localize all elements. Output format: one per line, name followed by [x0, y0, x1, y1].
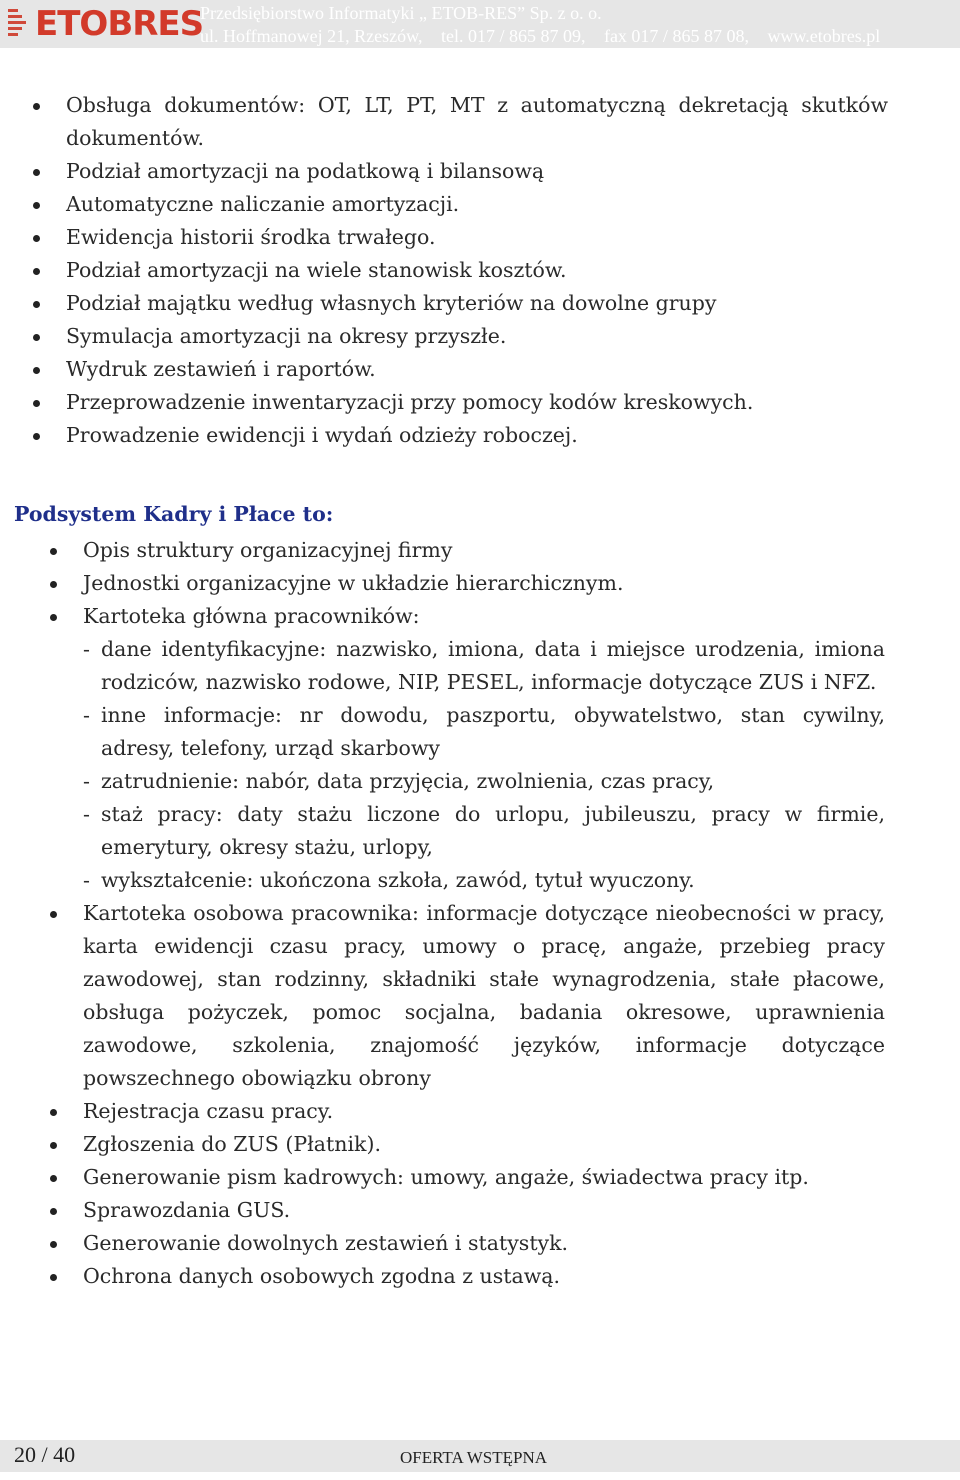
logo-text: ETOBRES — [35, 4, 204, 44]
list-item: Sprawozdania GUS. — [83, 1194, 885, 1227]
bullet-icon — [33, 433, 40, 440]
fixed-assets-feature-list — [66, 89, 888, 452]
list-item: Rejestracja czasu pracy. — [83, 1095, 885, 1128]
list-item: Ochrona danych osobowych zgodna z ustawą. — [83, 1260, 885, 1293]
bullet-icon — [33, 301, 40, 308]
company-name: Przedsiębiorstwo Informatyki „ ETOB-RES” Sp. z o. o. — [200, 3, 602, 23]
bullet-icon — [50, 1274, 57, 1281]
list-item: Ewidencja historii środka trwałego. — [66, 221, 888, 254]
bullet-icon — [33, 235, 40, 242]
list-item: Opis struktury organizacyjnej firmy — [83, 534, 885, 567]
list-item: Prowadzenie ewidencji i wydań odzieży roboczej. — [66, 419, 888, 452]
hr-payroll-feature-list — [83, 534, 885, 1293]
sub-item: - staż pracy: daty stażu liczone do urlopu, jubileuszu, pracy w firmie, emerytury, okresy stażu, urlopy, — [83, 802, 885, 859]
list-item: Przeprowadzenie inwentaryzacji przy pomocy kodów kreskowych. — [66, 386, 888, 419]
list-item: Kartoteka osobowa pracownika: informacje dotyczące nieobecności w pracy, karta ewidencji czasu pracy, umowy o pracę, angaże, przebieg pracy zawodowej, stan rodzinny, składniki stałe wynagrodzenia, stałe płacowe, obsługa pożyczek, pomoc socjalna, badania okresowe, uprawnienia zawodowe, szkolenia, znajomość języków, informacje dotyczące powszechnego obowiązku obrony — [83, 897, 885, 1095]
list-item: Podział amortyzacji na podatkową i bilansową — [66, 155, 888, 188]
list-item: Podział majątku według własnych kryteriów na dowolne grupy — [66, 287, 888, 320]
bullet-icon — [33, 169, 40, 176]
list-item: Generowanie pism kadrowych: umowy, angaże, świadectwa pracy itp. — [83, 1161, 885, 1194]
sub-item: - inne informacje: nr dowodu, paszportu, obywatelstwo, stan cywilny, adresy, telefony, urząd skarbowy — [83, 703, 885, 760]
bullet-icon — [50, 911, 57, 918]
list-item: Jednostki organizacyjne w układzie hierarchicznym. — [83, 567, 885, 600]
list-item: Automatyczne naliczanie amortyzacji. — [66, 188, 888, 221]
bullet-icon — [50, 548, 57, 555]
bullet-icon — [33, 202, 40, 209]
company-logo — [8, 4, 203, 44]
company-website: www.etobres.pl — [767, 26, 881, 46]
list-item: Generowanie dowolnych zestawień i statystyk. — [83, 1227, 885, 1260]
company-tel: tel. 017 / 865 87 09, — [440, 26, 586, 46]
list-item: Zgłoszenia do ZUS (Płatnik). — [83, 1128, 885, 1161]
bullet-icon — [50, 1109, 57, 1116]
bullet-icon — [50, 1208, 57, 1215]
bullet-icon — [50, 614, 57, 621]
company-address: ul. Hoffmanowej 21, Rzeszów, — [200, 26, 423, 46]
bullet-icon — [33, 334, 40, 341]
page-number: 20 / 40 — [14, 1442, 76, 1467]
section-title: Podsystem Kadry i Płace to: — [14, 502, 334, 526]
logo-stripes-icon — [8, 7, 34, 41]
list-item: Wydruk zestawień i raportów. — [66, 353, 888, 386]
bullet-icon — [33, 268, 40, 275]
sub-item: - zatrudnienie: nabór, data przyjęcia, zwolnienia, czas pracy, — [83, 769, 715, 793]
bullet-icon — [33, 103, 40, 110]
list-item: Obsługa dokumentów: OT, LT, PT, MT z automatyczną dekretacją skutków dokumentów. — [66, 89, 888, 155]
list-item: Podział amortyzacji na wiele stanowisk kosztów. — [66, 254, 888, 287]
sub-item: - wykształcenie: ukończona szkoła, zawód, tytuł wyuczony. — [83, 868, 695, 892]
sub-item: - dane identyfikacyjne: nazwisko, imiona, data i miejsce urodzenia, imiona rodziców, nazwisko rodowe, NIP, PESEL, informacje dotyczące ZUS i NFZ. — [83, 637, 885, 694]
bullet-icon — [50, 1175, 57, 1182]
list-item: Kartoteka główna pracowników: - dane identyfikacyjne: nazwisko, imiona, data i miejsce urodzenia, imiona rodziców, nazwisko rodowe, NIP, PESEL, informacje dotyczące ZUS i NFZ. - inne informacje: nr dowodu, paszportu, obywatelstwo, stan cywilny, adresy, telefony, urząd skarbowy - zatrudnienie: nabór, data przyjęcia, zwolnienia, czas pracy, - staż pracy: daty stażu liczone do urlopu, jubileuszu, pracy w firmie, emerytury, okresy stażu, urlopy, - wykształcenie: ukończona szkoła, zawód, tytuł wyuczony. — [83, 600, 885, 897]
bullet-icon — [50, 581, 57, 588]
page-header — [0, 0, 960, 48]
company-fax: fax 017 / 865 87 08, — [603, 26, 749, 46]
bullet-icon — [50, 1142, 57, 1149]
bullet-icon — [50, 1241, 57, 1248]
company-contact — [200, 26, 880, 47]
bullet-icon — [33, 400, 40, 407]
list-item: Symulacja amortyzacji na okresy przyszłe. — [66, 320, 888, 353]
document-title: OFERTA WSTĘPNA — [400, 1448, 548, 1467]
bullet-icon — [33, 367, 40, 374]
page-footer — [0, 1440, 960, 1472]
